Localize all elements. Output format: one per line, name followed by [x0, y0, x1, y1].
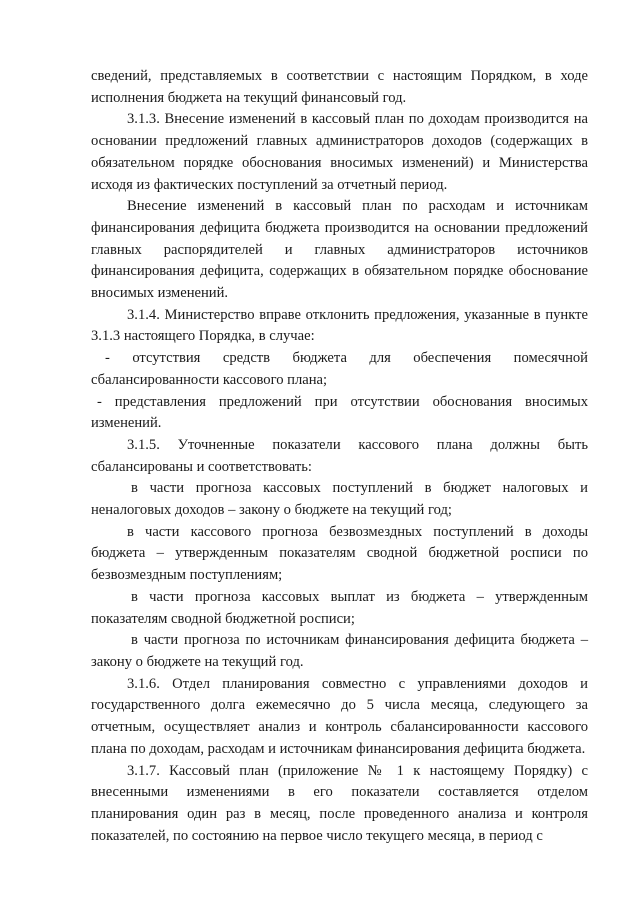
- list-item-tax-revenues: в части прогноза кассовых поступлений в бюджет налоговых и неналоговых доходов – закону о бюджете на текущий год;: [91, 480, 588, 519]
- paragraph-3-1-3: 3.1.3. Внесение изменений в кассовый план по доходам производится на основании предложений главных администраторов доходов (содержащих в обязательном порядке обоснования вносимых изменений) и Министерства исходя из фактических поступлений за отчетный период.: [91, 111, 588, 193]
- paragraph-3-1-7: 3.1.7. Кассовый план (приложение № 1 к настоящему Порядку) с внесенными изменениями в его показатели составляется отделом планирования один раз в месяц, после проведенного анализа и контроля показателей, по состоянию на первое число текущего месяца, в период с: [91, 762, 588, 844]
- list-item-gratuitous-receipts: в части кассового прогноза безвозмездных поступлений в доходы бюджета – утвержденным показателям сводной бюджетной росписи по безвозмездным поступлениям;: [91, 523, 588, 584]
- list-item-cash-payments: в части прогноза кассовых выплат из бюджета – утвержденным показателям сводной бюджетной росписи;: [91, 588, 588, 627]
- paragraph-3-1-5: 3.1.5. Уточненные показатели кассового плана должны быть сбалансированы и соответствовать:: [91, 436, 588, 475]
- list-item-deficit-financing: в части прогноза по источникам финансирования дефицита бюджета – закону о бюджете на текущий год.: [91, 632, 588, 670]
- document-page: [91, 66, 588, 847]
- list-item-no-justification: - представления предложений при отсутствии обоснования вносимых изменений.: [91, 393, 588, 432]
- paragraph-continuation: сведений, представляемых в соответствии с настоящим Порядком, в ходе исполнения бюджета на текущий финансовый год.: [91, 68, 588, 106]
- list-item-no-funds: - отсутствия средств бюджета для обеспечения помесячной сбалансированности кассового плана;: [91, 350, 588, 388]
- paragraph-3-1-6: 3.1.6. Отдел планирования совместно с управлениями доходов и государственного долга ежемесячно до 5 числа месяца, следующего за отчетным, осуществляет анализ и контроль сбалансированности кассового плана по доходам, расходам и источникам финансирования дефицита бюджета.: [91, 675, 588, 757]
- paragraph-expenses-changes: Внесение изменений в кассовый план по расходам и источникам финансирования дефицита бюджета производится на основании предложений главных распорядителей и главных администраторов источников финансирования дефицита, содержащих в обязательном порядке обоснование вносимых изменений.: [91, 198, 588, 302]
- paragraph-3-1-4: 3.1.4. Министерство вправе отклонить предложения, указанные в пункте 3.1.3 настоящего Порядка, в случае:: [91, 306, 588, 345]
